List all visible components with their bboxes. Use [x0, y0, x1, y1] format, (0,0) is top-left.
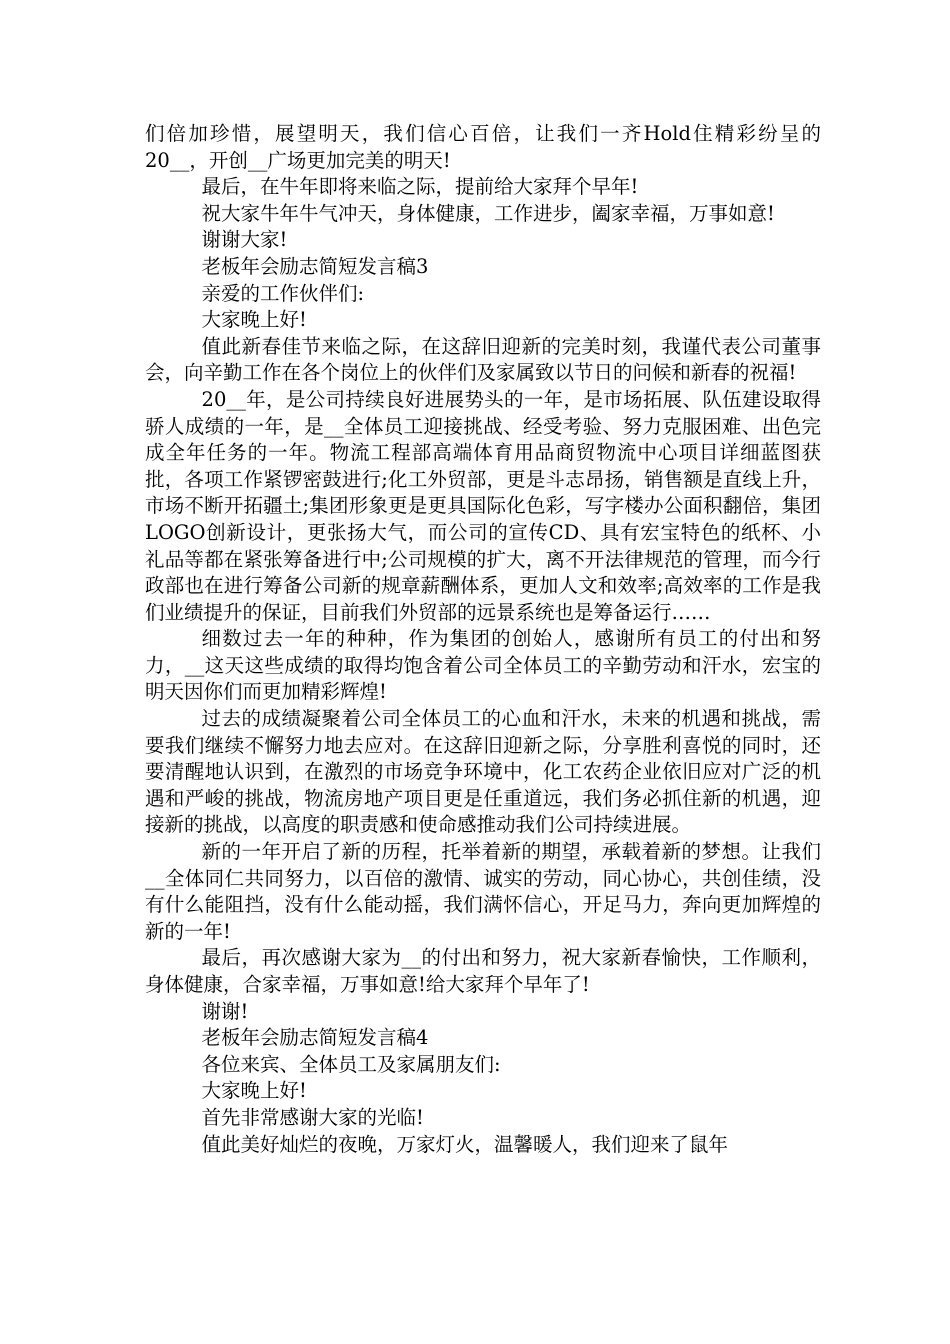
section-heading: 老板年会励志简短发言稿3 [201, 254, 429, 278]
salutation: 亲爱的工作伙伴们: [201, 281, 365, 305]
greeting: 大家晚上好! [201, 1079, 307, 1103]
greeting: 大家晚上好! [201, 308, 307, 332]
salutation: 各位来宾、全体员工及家属朋友们: [201, 1052, 501, 1076]
paragraph: 新的一年开启了新的历程，托举着新的期望，承载着新的梦想。让我们__全体同仁共同努力，以百倍的激情、诚实的劳动，同心协心，共创佳绩，没有什么能阻挡，没有什么能动摇，我们满怀信心，开足马力，奔向更加辉煌的新的一年! [145, 840, 821, 943]
paragraph: 最后，在牛年即将来临之际，提前给大家拜个早年! [201, 175, 639, 199]
paragraph: 值此美好灿烂的夜晚，万家灯火，温馨暖人，我们迎来了鼠年 [201, 1132, 729, 1156]
section-heading: 老板年会励志简短发言稿4 [201, 1026, 429, 1050]
paragraph: 谢谢! [201, 999, 249, 1023]
paragraph: 们倍加珍惜，展望明天，我们信心百倍，让我们一齐Hold住精彩纷呈的20__，开创__广场更加完美的明天! [145, 122, 821, 172]
document-body [145, 121, 821, 1158]
paragraph: 最后，再次感谢大家为__的付出和努力，祝大家新春愉快，工作顺利，身体健康，合家幸福，万事如意!给大家拜个早年了! [145, 946, 821, 996]
paragraph: 谢谢大家! [201, 228, 288, 252]
paragraph: 20__年，是公司持续良好进展势头的一年，是市场拓展、队伍建设取得骄人成绩的一年，是__全体员工迎接挑战、经受考验、努力克服困难、出色完成全年任务的一年。物流工程部高端体育用品商贸物流中心项目详细蓝图获批，各项工作紧锣密鼓进行;化工外贸部，更是斗志昂扬，销售额是直线上升，市场不断开拓疆土;集团形象更是更具国际化色彩，写字楼办公面积翻倍，集团LOGO创新设计，更张扬大气，而公司的宣传CD、具有宏宝特色的纸杯、小礼品等都在紧张筹备进行中;公司规模的扩大，离不开法律规范的管理，而今行政部也在进行筹备公司新的规章薪酬体系，更加人文和效率;高效率的工作是我们业绩提升的保证，目前我们外贸部的远景系统也是筹备运行…… [145, 387, 821, 624]
paragraph: 细数过去一年的种种，作为集团的创始人，感谢所有员工的付出和努力，__这天这些成绩的取得均饱含着公司全体员工的辛勤劳动和汗水，宏宝的明天因你们而更加精彩辉煌! [145, 627, 821, 704]
paragraph: 过去的成绩凝聚着公司全体员工的心血和汗水，未来的机遇和挑战，需要我们继续不懈努力地去应对。在这辞旧迎新之际，分享胜利喜悦的同时，还要清醒地认识到，在激烈的市场竞争环境中，化工农药企业依旧应对广泛的机遇和严峻的挑战，物流房地产项目更是任重道远，我们务必抓住新的机遇，迎接新的挑战，以高度的职责感和使命感推动我们公司持续进展。 [145, 707, 821, 837]
paragraph: 祝大家牛年牛气冲天，身体健康，工作进步，阖家幸福，万事如意! [201, 201, 775, 225]
paragraph: 值此新春佳节来临之际，在这辞旧迎新的完美时刻，我谨代表公司董事会，向辛勤工作在各个岗位上的伙伴们及家属致以节日的问候和新春的祝福! [145, 334, 821, 385]
paragraph: 首先非常感谢大家的光临! [201, 1105, 424, 1129]
